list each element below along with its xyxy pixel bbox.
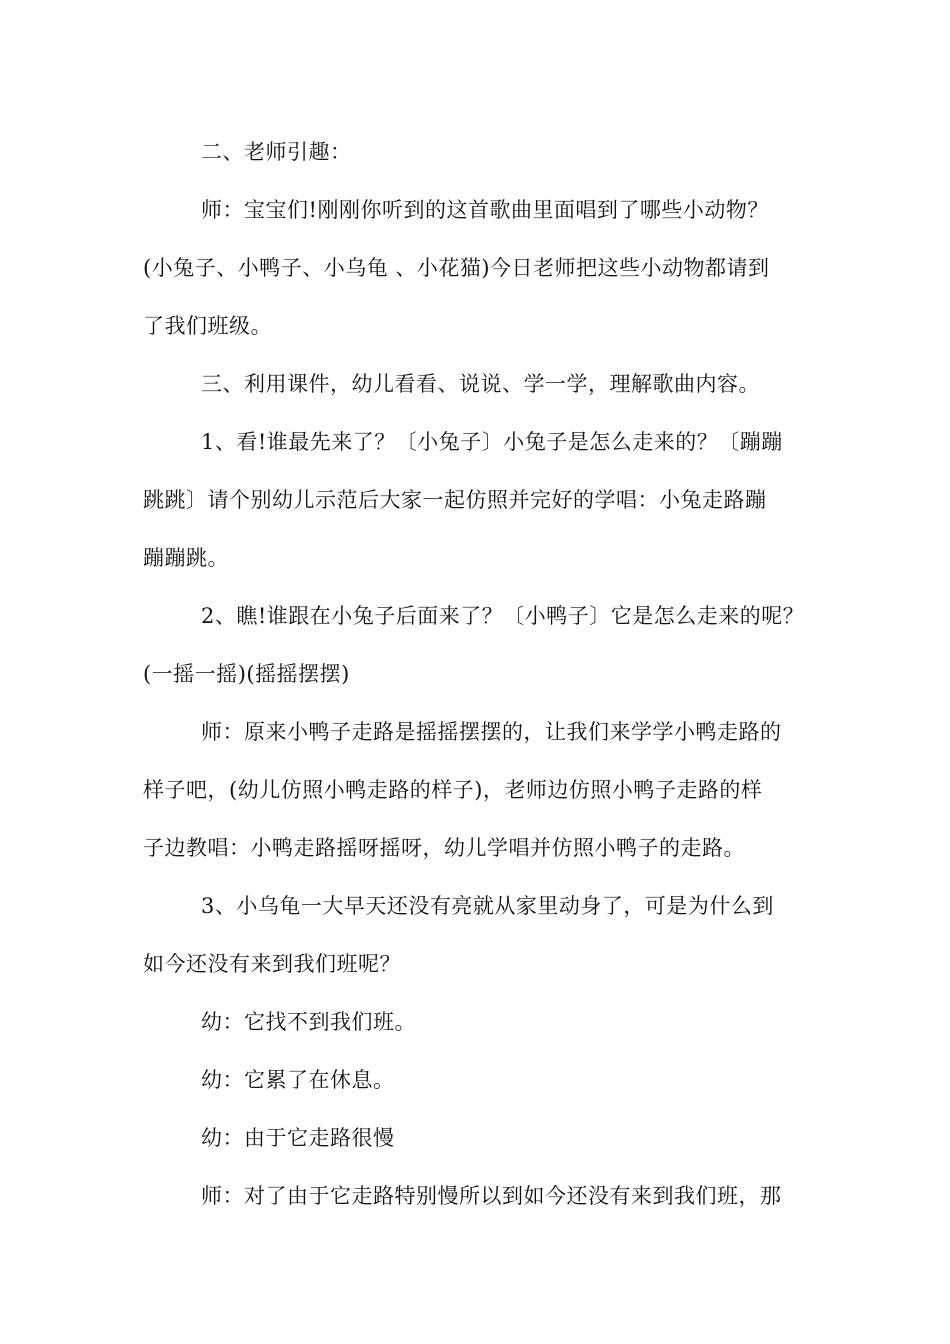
paragraph-line: 了我们班级。 <box>143 314 272 338</box>
paragraph-line: 如今还没有来到我们班呢？ <box>143 952 401 976</box>
paragraph-line: 师：对了由于它走路特别慢所以到如今还没有来到我们班，那 <box>201 1184 782 1208</box>
paragraph-line: 样子吧，(幼儿仿照小鸭走路的样子)，老师边仿照小鸭子走路的样 <box>143 778 763 802</box>
paragraph-line: 幼：由于它走路很慢 <box>201 1126 395 1150</box>
paragraph-line: (一摇一摇)(摇摇摆摆) <box>143 662 350 686</box>
paragraph-line: 师：宝宝们!刚刚你听到的这首歌曲里面唱到了哪些小动物？ <box>201 198 769 222</box>
heading-courseware: 三、利用课件，幼儿看看、说说、学一学，理解歌曲内容。 <box>201 372 760 396</box>
paragraph-line: 1、看!谁最先来了？〔小兔子〕小兔子是怎么走来的？〔蹦蹦 <box>201 430 783 454</box>
paragraph-line: 师：原来小鸭子走路是摇摇摆摆的，让我们来学学小鸭走路的 <box>201 720 782 744</box>
paragraph-line: 2、瞧!谁跟在小兔子后面来了？〔小鸭子〕它是怎么走来的呢？ <box>201 604 805 628</box>
paragraph-line: 子边教唱：小鸭走路摇呀摇呀，幼儿学唱并仿照小鸭子的走路。 <box>143 836 745 860</box>
paragraph-line: 幼：它找不到我们班。 <box>201 1010 416 1034</box>
paragraph-line: 3、小乌龟一大早天还没有亮就从家里动身了，可是为什么到 <box>201 894 774 918</box>
paragraph-line: 幼：它累了在休息。 <box>201 1068 395 1092</box>
paragraph-line: 跳跳〕请个别幼儿示范后大家一起仿照并完好的学唱：小兔走路蹦 <box>143 488 767 512</box>
heading-teacher-intro: 二、老师引趣： <box>201 140 352 164</box>
paragraph-line: 蹦蹦跳。 <box>143 546 229 570</box>
paragraph-line: (小兔子、小鸭子、小乌龟 、小花猫)今日老师把这些小动物都请到 <box>143 256 770 280</box>
